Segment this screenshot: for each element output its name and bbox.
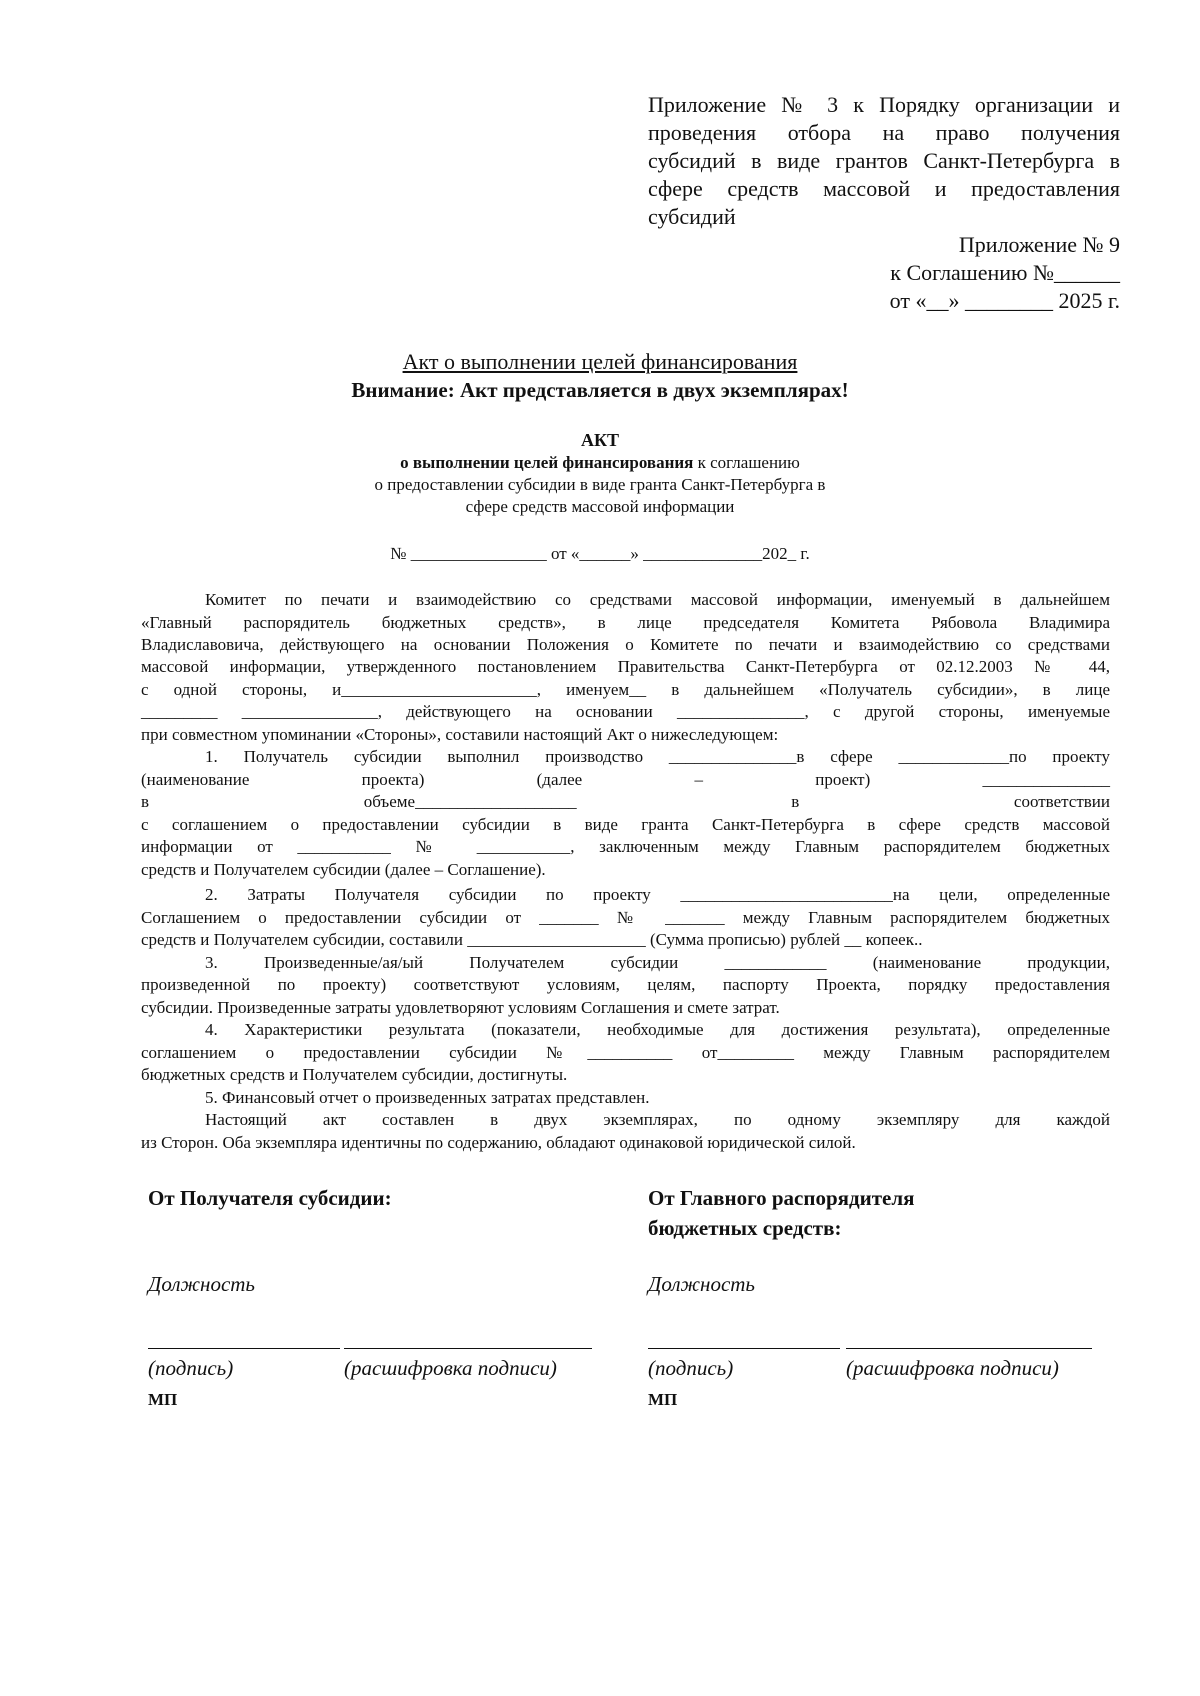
agreement-date: от «__» ________ 2025 г. xyxy=(889,288,1120,313)
warning-rest: : Акт представляется в двух экземплярах! xyxy=(447,378,849,402)
recipient-sign-caption: (подпись) xyxy=(148,1356,234,1380)
distributor-decode-caption: (расшифровка подписи) xyxy=(846,1356,1059,1380)
body-line-8: 1. Получатель субсидии выполнил производство _______________в сфере _____________по проекту xyxy=(205,747,1110,766)
warning-line xyxy=(0,380,1200,401)
body-line-4: массовой информации, утвержденного постановлением Правительства Санкт-Петербурга от 02.12.2003 № 44, xyxy=(141,657,1110,676)
body-line-20: 4. Характеристики результата (показатели, необходимые для достижения результата), определенные xyxy=(205,1020,1110,1039)
body-line-19: субсидии. Произведенные затраты удовлетворяют условиям Соглашения и смете затрат. xyxy=(141,998,780,1017)
recipient-decode-line xyxy=(344,1348,592,1349)
body-line-23: 5. Финансовый отчет о произведенных затратах представлен. xyxy=(205,1088,650,1107)
body-line-17: 3. Произведенные/ая/ый Получателем субсидии ____________ (наименование продукции, xyxy=(205,953,1110,972)
distributor-signature-title-1: От Главного распорядителя xyxy=(648,1186,915,1210)
recipient-decode-caption: (расшифровка подписи) xyxy=(344,1356,557,1380)
act-heading: АКТ xyxy=(580,430,620,450)
body-line-7: при совместном упоминании «Стороны», составили настоящий Акт о нижеследующем: xyxy=(141,725,779,744)
body-line-12: информации от ___________ № ___________, заключенным между Главным распорядителем бюджетных xyxy=(141,837,1110,856)
act-number-line: № ________________ от «______» ______________202_ г. xyxy=(390,544,810,563)
annex3-line-4: сфере средств массовой и предоставления xyxy=(648,176,1120,201)
distributor-signature-line xyxy=(648,1348,840,1349)
body-line-10: в объеме___________________ в соответствии xyxy=(141,792,1110,811)
annex3-line-2: проведения отбора на право получения xyxy=(648,120,1120,145)
distributor-position-label: Должность xyxy=(648,1272,755,1296)
distributor-sign-caption: (подпись) xyxy=(648,1356,734,1380)
body-line-18: произведенной по проекту) соответствуют условиям, целям, паспорту Проекта, порядку предоставления xyxy=(141,975,1110,994)
annex3-line-3: субсидий в виде грантов Санкт-Петербурга в xyxy=(648,148,1120,173)
body-line-11: с соглашением о предоставлении субсидии в виде гранта Санкт-Петербурга в сфере средств массовой xyxy=(141,815,1110,834)
act-subtitle-1 xyxy=(0,454,1200,471)
act-subtitle-bold: о выполнении целей финансирования xyxy=(400,453,694,472)
body-line-25: из Сторон. Оба экземпляра идентичны по содержанию, обладают одинаковой юридической силой. xyxy=(141,1133,856,1152)
annex3-line-1: Приложение № 3 к Порядку организации и xyxy=(648,92,1120,117)
distributor-decode-line xyxy=(846,1348,1092,1349)
act-subtitle-2: о предоставлении субсидии в виде гранта Санкт-Петербурга в xyxy=(374,475,826,494)
recipient-stamp-label: МП xyxy=(148,1390,178,1409)
body-line-5: с одной стороны, и_______________________, именуем__ в дальнейшем «Получатель субсидии», в лице xyxy=(141,680,1110,699)
distributor-signature-title-2: бюджетных средств: xyxy=(648,1216,842,1240)
distributor-stamp-label: МП xyxy=(648,1390,678,1409)
act-subtitle-3: сфере средств массовой информации xyxy=(465,497,735,516)
annex3-line-5: субсидий xyxy=(648,204,736,229)
recipient-position-label: Должность xyxy=(148,1272,255,1296)
act-subtitle-rest: к соглашению xyxy=(693,453,800,472)
annex9-label: Приложение № 9 xyxy=(958,232,1120,257)
body-line-6: _________ ________________, действующего на основании _______________, с другой стороны, именуемые xyxy=(141,702,1110,721)
document-title: Акт о выполнении целей финансирования xyxy=(402,349,798,374)
body-line-21: соглашением о предоставлении субсидии №__________ от_________ между Главным распорядителем xyxy=(141,1043,1110,1062)
body-line-22: бюджетных средств и Получателем субсидии, достигнуты. xyxy=(141,1065,568,1084)
body-line-13: средств и Получателем субсидии (далее – Соглашение). xyxy=(141,860,546,879)
warning-bold: Внимание xyxy=(351,378,448,402)
body-line-14: 2. Затраты Получателя субсидии по проекту _________________________на цели, определенные xyxy=(205,885,1110,904)
recipient-signature-title: От Получателя субсидии: xyxy=(148,1186,392,1210)
body-line-1: Комитет по печати и взаимодействию со средствами массовой информации, именуемый в дальнейшем xyxy=(205,590,1110,609)
agreement-number: к Соглашению №______ xyxy=(890,260,1120,285)
body-line-15: Соглашением о предоставлении субсидии от _______ № _______ между Главным распорядителем бюджетных xyxy=(141,908,1110,927)
body-line-24: Настоящий акт составлен в двух экземплярах, по одному экземпляру для каждой xyxy=(205,1110,1110,1129)
recipient-signature-line xyxy=(148,1348,340,1349)
body-line-16: средств и Получателем субсидии, составили _____________________ (Сумма прописью) рублей __ копеек.. xyxy=(141,930,923,949)
body-line-9: (наименование проекта) (далее – проект) _______________ xyxy=(141,770,1110,789)
body-line-3: Владиславовича, действующего на основании Положения о Комитете по печати и взаимодействию со средствами xyxy=(141,635,1110,654)
body-line-2: «Главный распорядитель бюджетных средств», в лице председателя Комитета Рябовола Владимира xyxy=(141,613,1110,632)
